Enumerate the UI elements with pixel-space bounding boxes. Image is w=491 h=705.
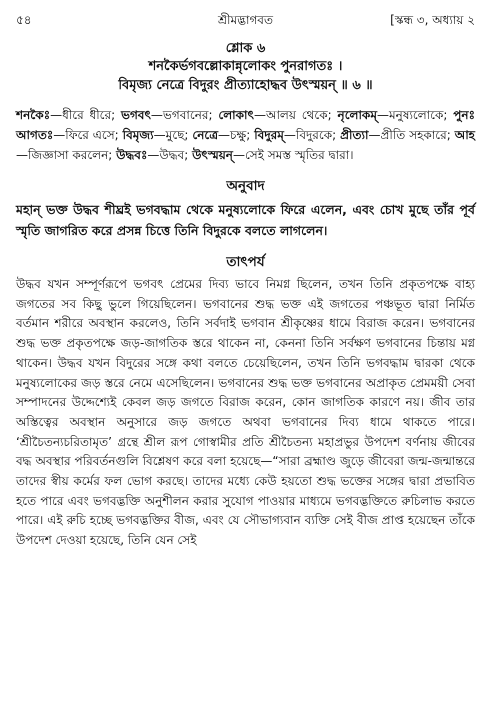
translation-text: মহান্ ভক্ত উদ্ধব শীঘ্রই ভগবদ্ধাম থেকে মনুষ্যলোকে ফিরে এলেন, এবং চোখ মুছে তাঁর পূর্ব স্মৃতি জাগরিত করে প্রসন্ন চিত্তে তিনি বিদুরকে বলতে লাগলেন। [16, 202, 475, 238]
synonym-word: শনকৈঃ [16, 108, 51, 122]
synonym-meaning: —আলয় থেকে; [253, 108, 338, 122]
synonym-meaning: —মুছে; [153, 128, 193, 142]
synonym-word: লোকাৎ [218, 108, 254, 122]
synonym-meaning: —ফিরে এসে; [53, 128, 123, 142]
verse-line-1: শনকৈর্ভগবল্লোকান্নৃলোকং পুনরাগতঃ । [148, 59, 343, 74]
synonym-meaning: —চক্ষু; [218, 128, 255, 142]
synonym-meaning: —প্রীতি সহকারে; [368, 128, 455, 142]
synonym-meaning: —উদ্ধব; [147, 148, 193, 162]
verse-number: শ্লোক ৬ [225, 41, 266, 56]
chapter-reference: [স্কন্ধ ৩, অধ্যায় ২ [390, 13, 475, 27]
synonym-meaning: —মনুষ্যলোকে; [377, 108, 454, 122]
synonym-meaning: —জিজ্ঞাসা করলেন; [16, 148, 117, 162]
verse-line-2: বিমৃজ্য নেত্রে বিদুরং প্রীত্যাহোদ্ধব উৎস্ময়ন্ ॥ ৬ ॥ [118, 78, 373, 93]
synonym-word: ভগবৎ [121, 108, 151, 122]
synonym-word: বিমৃজ্য [122, 128, 154, 142]
synonym-meaning: —ভগবানের; [150, 108, 219, 122]
book-title: শ্রীমদ্ভাগবত [217, 13, 273, 27]
book-page [16, 10, 475, 551]
synonym-word: আহ [454, 128, 475, 142]
synonym-word: উৎস্ময়ন্ [192, 148, 233, 162]
synonym-word: বিদুরম্ [254, 128, 284, 142]
synonym-word: উদ্ধবঃ [116, 148, 148, 162]
purport-text: উদ্ধব যখন সম্পূর্ণরূপে ভগবৎ প্রেমের দিব্য ভাবে নিমগ্ন ছিলেন, তখন তিনি প্রকৃতপক্ষে বাহ্য জগতের সব কিছু ভুলে গিয়েছিলেন। ভগবানের শুদ্ধ ভক্ত এই জগতের পঞ্চভূত দ্বারা নির্মিত বর্তমান শরীরে অবস্থান করলেও, তিনি সর্বদাই ভগবান শ্রীকৃষ্ণের ধামে বিরাজ করেন। ভগবানের শুদ্ধ ভক্ত প্রকৃতপক্ষে জড়-জাগতিক স্তরে থাকেন না, কেননা তিনি সর্বক্ষণ ভগবানের চিন্তায় মগ্ন থাকেন। উদ্ধব যখন বিদুরের সঙ্গে কথা বলতে চেয়েছিলেন, তখন তিনি ভগবদ্ধাম দ্বারকা থেকে মনুষ্যলোকের জড় স্তরে নেমে এসেছিলেন। ভগবানের শুদ্ধ ভক্ত ভগবানের অপ্রাকৃত প্রেমময়ী সেবা সম্পাদনের উদ্দেশ্যেই কেবল জড় জগতে বিরাজ করেন, কোন জাগতিক কারণে নয়। জীব তার অস্তিত্বের অবস্থান অনুসারে জড় জগতে অথবা ভগবানের দিব্য ধামে থাকতে পারে। ‘শ্রীচৈতন্যচরিতামৃত’ গ্রন্থে শ্রীল রূপ গোস্বামীর প্রতি শ্রীচৈতন্য মহাপ্রভুর উপদেশ বর্ণনায় জীবের বদ্ধ অবস্থার পরিবর্তনগুলি বিশ্লেষণ করে বলা হয়েছে—“সারা ব্রহ্মাণ্ড জুড়ে জীবেরা জন্ম-জন্মান্তরে তাদের স্বীয় কর্মের ফল ভোগ করছে। তাদের মধ্যে কেউ হয়তো শুদ্ধ ভক্তের সঙ্গের দ্বারা প্রভাবিত হতে পারে এবং ভগবদ্ভক্তি অনুশীলন করার সুযোগ পাওয়ার মাধ্যমে ভগবদ্ভক্তিতে রুচিলাভ করতে পারে। এই রুচি হচ্ছে ভগবদ্ভক্তির বীজ, এবং যে সৌভাগ্যবান ব্যক্তি সেই বীজ প্রাপ্ত হয়েছেন তাঁকে উপদেশ দেওয়া হয়েছে, তিনি যেন সেই [16, 277, 475, 548]
synonyms-paragraph [16, 105, 475, 165]
synonym-word: নেত্রে [192, 128, 219, 142]
synonym-word: নৃলোকম্ [337, 108, 377, 122]
synonym-meaning: —সেই সমস্ত স্মৃতির দ্বারা। [232, 148, 354, 162]
purport-heading: তাৎপর্য [226, 254, 265, 270]
running-header [16, 10, 475, 32]
translation-heading: অনুবাদ [226, 178, 265, 194]
page-number: ৫৪ [16, 13, 32, 27]
synonym-word: পুনঃ আগতঃ [16, 108, 475, 142]
synonym-meaning: —বিদুরকে; [283, 128, 341, 142]
synonym-meaning: —ধীরে ধীরে; [50, 108, 121, 122]
synonym-word: প্রীত্যা [340, 128, 369, 142]
